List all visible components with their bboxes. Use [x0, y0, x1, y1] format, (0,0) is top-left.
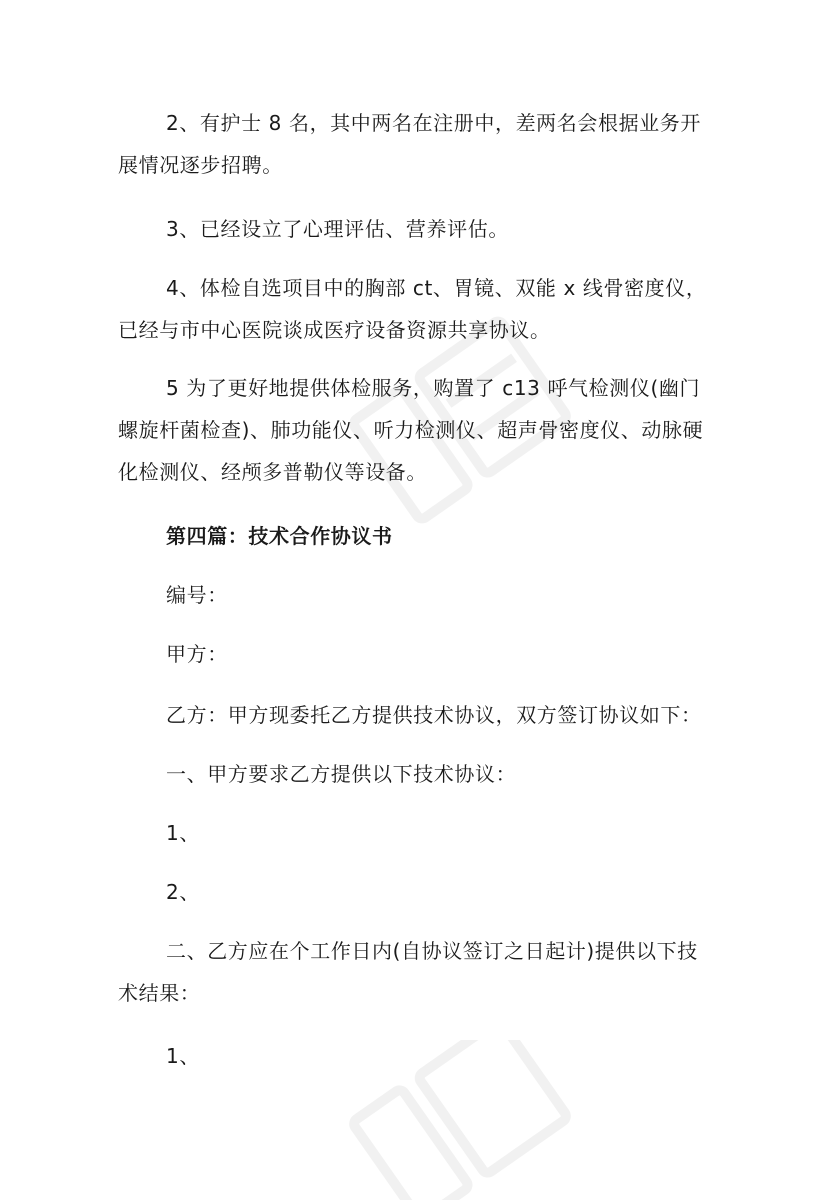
section-heading: 第四篇：技术合作协议书	[166, 524, 393, 548]
clause-one: 一、甲方要求乙方提供以下技术协议：	[166, 762, 517, 786]
field-party-a: 甲方：	[166, 642, 228, 666]
clause-two: 二、乙方应在个工作日内(自协议签订之日起计)提供以下技术结果：	[118, 939, 698, 1005]
clause-one-item-1: 1、	[166, 821, 200, 845]
clause-one-item-2: 2、	[166, 880, 200, 904]
paragraph-optional-items: 4、体检自选项目中的胸部 ct、胃镜、双能 x 线骨密度仪，已经与市中心医院谈成医疗设备资源共享协议。	[118, 276, 707, 342]
paragraph-equipment: 5 为了更好地提供体检服务，购置了 c13 呼气检测仪(幽门螺旋杆菌检查)、肺功能仪、听力检测仪、超声骨密度仪、动脉硬化检测仪、经颅多普勒仪等设备。	[118, 376, 704, 484]
field-party-b: 乙方：甲方现委托乙方提供技术协议，双方签订协议如下：	[166, 703, 702, 727]
paragraph-assessment: 3、已经设立了心理评估、营养评估。	[166, 217, 509, 241]
paragraph-nurses: 2、有护士 8 名，其中两名在注册中，差两名会根据业务开展情况逐步招聘。	[118, 111, 701, 177]
clause-two-item-1: 1、	[166, 1044, 200, 1068]
field-number: 编号：	[166, 583, 228, 607]
